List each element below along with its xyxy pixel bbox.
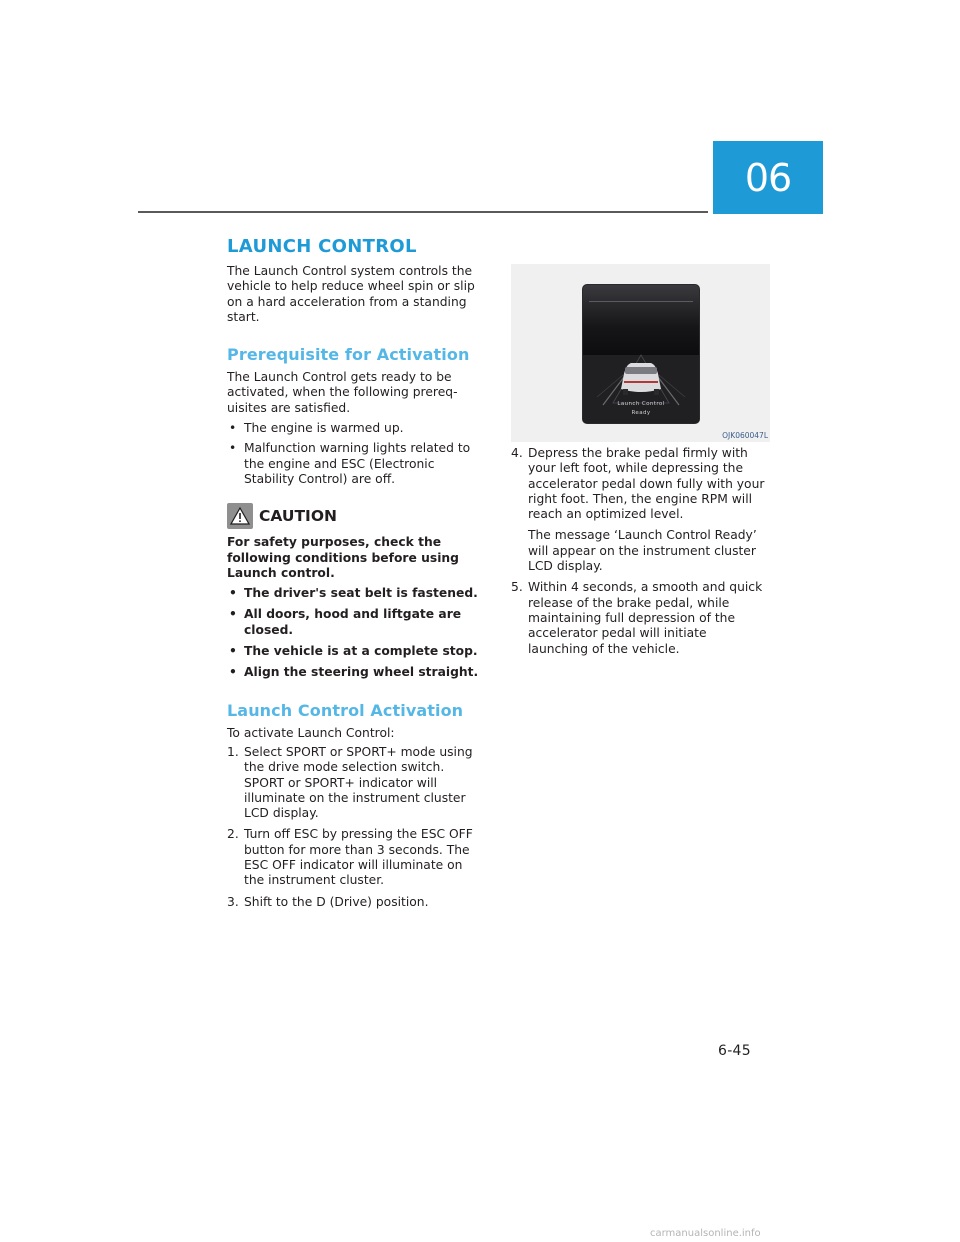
page-number: 6-45 [718, 1043, 751, 1059]
step-item [227, 745, 482, 821]
step-item [227, 895, 482, 910]
list-item: • The engine is warmed up. [227, 421, 482, 436]
step-item [511, 446, 770, 574]
intro-paragraph: The Launch Control system controls the vehicle to help reduce wheel spin or slip on a hard acceleration from a standing start. [227, 264, 475, 324]
caution-header [227, 503, 482, 529]
step-number: 5. [511, 580, 523, 595]
right-column [511, 264, 770, 663]
step-text: Shift to the D (Drive) position. [244, 894, 429, 909]
caution-paragraph: For safety purposes, check the following conditions before using Launch control. [227, 535, 459, 580]
step-item [227, 827, 482, 888]
step-text: Turn off ESC by pressing the ESC OFF button for more than 3 seconds. The ESC OFF indicator will illuminate on the instrument cluster. [244, 827, 473, 888]
list-item: • The driver's seat belt is fastened. [227, 586, 482, 601]
list-item: • The vehicle is at a complete stop. [227, 644, 482, 659]
prereq-list [227, 421, 482, 487]
step-note: The message ‘Launch Control Ready’ will appear on the instrument cluster LCD display. [528, 528, 757, 574]
left-column [227, 236, 482, 916]
chapter-number: 06 [744, 155, 792, 200]
step-text: Depress the brake pedal firmly with your left foot, while depressing the accelerator pedal down fully with your right foot. Then, the engine RPM will reach an optimized level. [528, 446, 765, 522]
prereq-heading: Prerequisite for Activation [227, 345, 470, 365]
cluster-figure [511, 264, 770, 442]
watermark: carmanualsonline.info [650, 1228, 761, 1239]
activation-intro: To activate Launch Control: [227, 725, 395, 740]
caution-list [227, 586, 482, 680]
step-text: Select SPORT or SPORT+ mode using the drive mode selection switch. SPORT or SPORT+ indicator will illuminate on the instrument cluster LCD display. [244, 744, 473, 821]
chapter-tab [713, 141, 823, 214]
step-item [511, 580, 770, 656]
activation-heading: Launch Control Activation [227, 700, 464, 720]
activation-steps-continued [511, 446, 770, 657]
step-number: 4. [511, 446, 523, 460]
list-item: • Malfunction warning lights related to the engine and ESC (Electronic Stability Control) are off. [227, 441, 482, 487]
step-text: Within 4 seconds, a smooth and quick release of the brake pedal, while maintaining full depression of the accelerator pedal will initiate launching of the vehicle. [528, 580, 763, 656]
figure-caption: OJK060047L [722, 431, 768, 440]
header-rule [138, 211, 708, 213]
display-text-line1: Launch Control [617, 401, 665, 407]
cluster-display [583, 285, 699, 423]
prereq-paragraph: The Launch Control gets ready to be activated, when the following prereq-uisites are satisfied. [227, 370, 458, 415]
step-number: 1. [227, 744, 239, 759]
list-item: • Align the steering wheel straight. [227, 665, 482, 680]
section-title: LAUNCH CONTROL [227, 236, 417, 257]
caution-box [227, 503, 482, 680]
activation-steps [227, 745, 482, 910]
warning-triangle-icon [227, 503, 253, 529]
list-item: • All doors, hood and liftgate are closed. [227, 607, 482, 638]
step-number: 2. [227, 827, 239, 842]
step-number: 3. [227, 894, 239, 909]
display-text-line2: Ready [631, 410, 651, 416]
caution-label: CAUTION [259, 507, 337, 526]
